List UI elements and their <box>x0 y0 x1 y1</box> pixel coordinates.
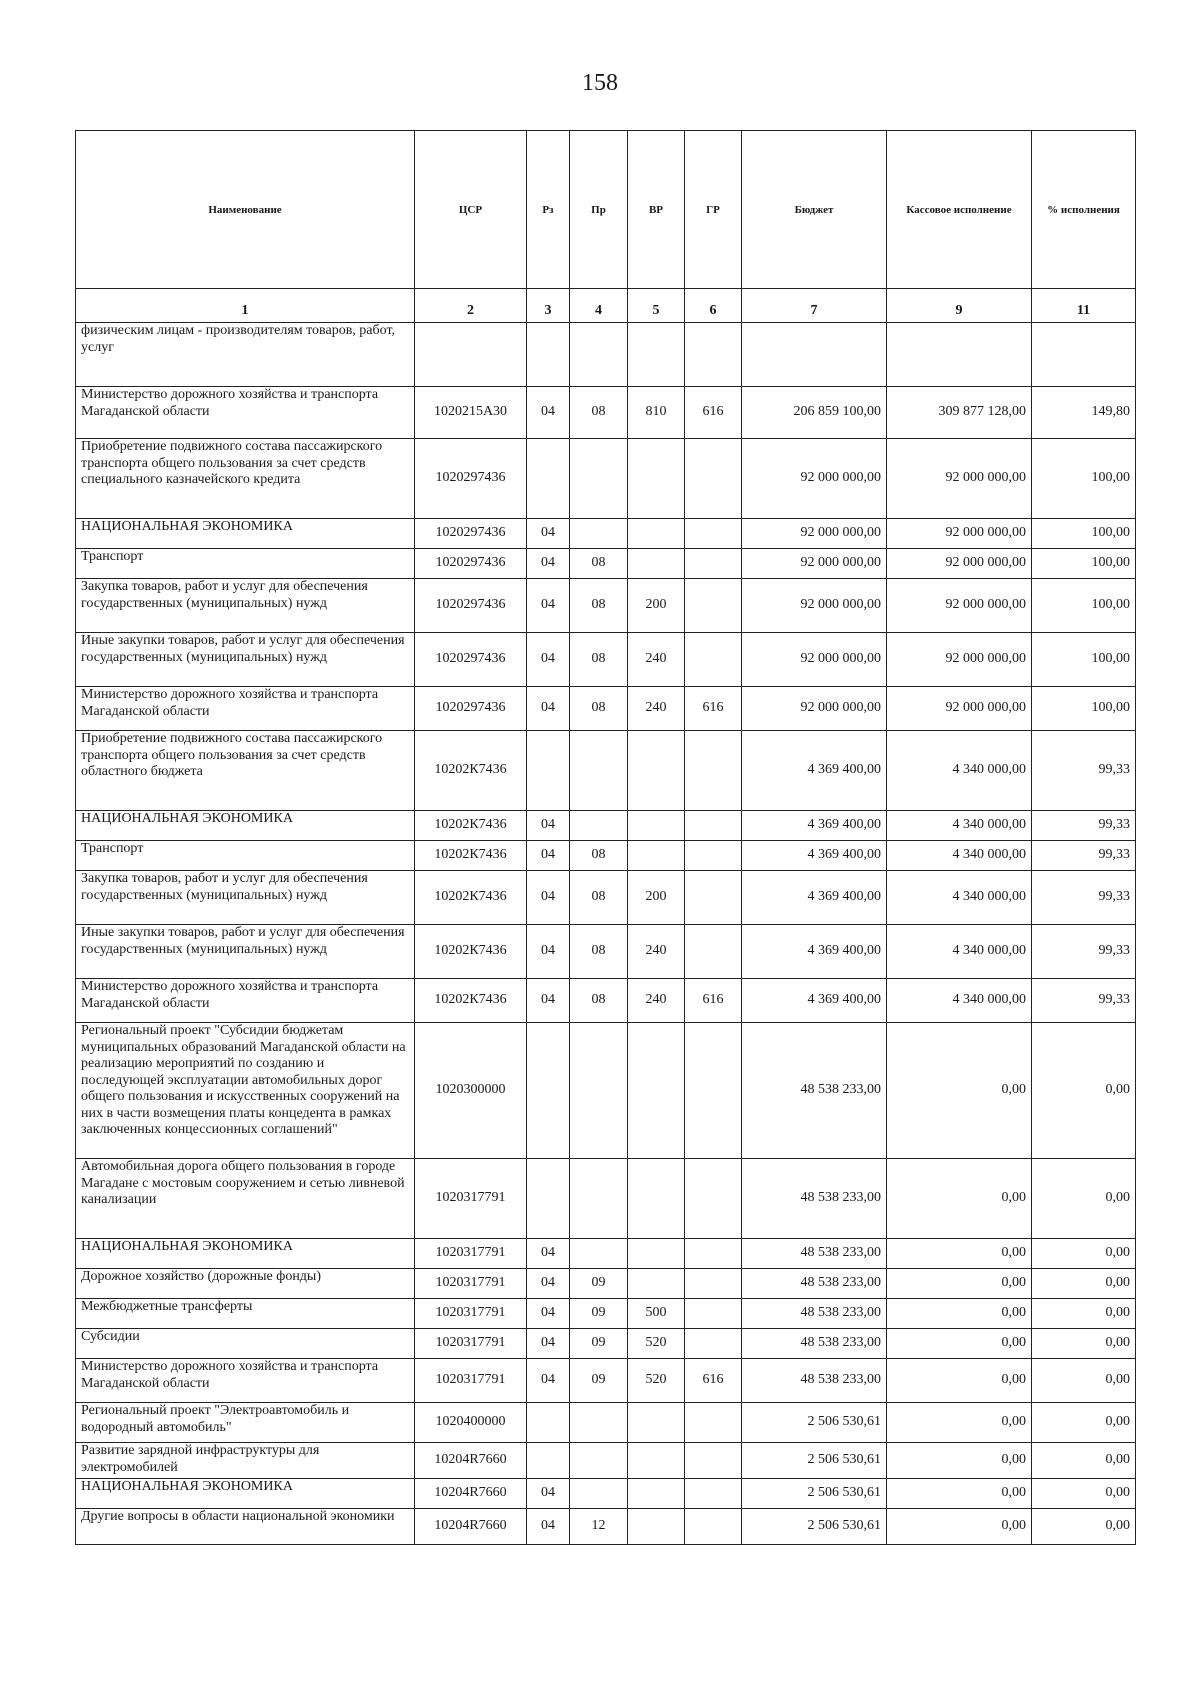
row-rz: 04 <box>527 1329 570 1359</box>
row-rz: 04 <box>527 1479 570 1509</box>
row-csr: 10202К7436 <box>415 811 527 841</box>
row-name: Транспорт <box>76 841 415 871</box>
row-rz: 04 <box>527 549 570 579</box>
row-pr <box>570 1239 628 1269</box>
row-gr <box>685 633 742 687</box>
row-cash-execution: 92 000 000,00 <box>887 579 1032 633</box>
row-cash-execution: 4 340 000,00 <box>887 871 1032 925</box>
row-pr: 08 <box>570 579 628 633</box>
row-pr: 08 <box>570 925 628 979</box>
row-vr <box>628 1269 685 1299</box>
row-vr <box>628 811 685 841</box>
row-cash-execution: 4 340 000,00 <box>887 811 1032 841</box>
row-vr <box>628 549 685 579</box>
row-budget: 48 538 233,00 <box>742 1269 887 1299</box>
row-csr: 1020317791 <box>415 1299 527 1329</box>
row-csr: 1020317791 <box>415 1269 527 1299</box>
row-name: Другие вопросы в области национальной экономики <box>76 1509 415 1545</box>
row-rz: 04 <box>527 579 570 633</box>
row-csr: 1020317791 <box>415 1239 527 1269</box>
row-rz: 04 <box>527 519 570 549</box>
row-budget: 92 000 000,00 <box>742 579 887 633</box>
column-number: 6 <box>685 289 742 323</box>
row-execution-percent: 0,00 <box>1032 1359 1136 1403</box>
table-row <box>76 579 1136 633</box>
row-pr: 08 <box>570 687 628 731</box>
row-vr: 200 <box>628 579 685 633</box>
row-gr <box>685 579 742 633</box>
row-rz: 04 <box>527 633 570 687</box>
row-name: Региональный проект "Электроавтомобиль и водородный автомобиль" <box>76 1403 415 1443</box>
row-rz: 04 <box>527 387 570 439</box>
row-pr <box>570 1479 628 1509</box>
table-row <box>76 1329 1136 1359</box>
row-name: НАЦИОНАЛЬНАЯ ЭКОНОМИКА <box>76 519 415 549</box>
row-execution-percent: 0,00 <box>1032 1269 1136 1299</box>
row-budget: 206 859 100,00 <box>742 387 887 439</box>
row-execution-percent <box>1032 323 1136 387</box>
budget-table <box>75 130 1136 1545</box>
row-vr <box>628 519 685 549</box>
row-execution-percent: 100,00 <box>1032 519 1136 549</box>
header-csr: ЦСР <box>415 131 527 289</box>
row-cash-execution: 0,00 <box>887 1023 1032 1159</box>
row-csr: 1020317791 <box>415 1159 527 1239</box>
row-gr <box>685 1269 742 1299</box>
table-row <box>76 633 1136 687</box>
row-pr: 08 <box>570 871 628 925</box>
table-row <box>76 1403 1136 1443</box>
row-name: Министерство дорожного хозяйства и транспорта Магаданской области <box>76 979 415 1023</box>
row-budget: 2 506 530,61 <box>742 1479 887 1509</box>
row-budget: 4 369 400,00 <box>742 731 887 811</box>
row-csr: 1020297436 <box>415 439 527 519</box>
row-pr: 08 <box>570 979 628 1023</box>
row-csr: 1020297436 <box>415 633 527 687</box>
row-gr <box>685 1479 742 1509</box>
table-row <box>76 731 1136 811</box>
row-rz <box>527 731 570 811</box>
row-rz: 04 <box>527 925 570 979</box>
row-name: Субсидии <box>76 1329 415 1359</box>
table-row <box>76 1509 1136 1545</box>
row-csr: 10204R7660 <box>415 1443 527 1479</box>
row-pr <box>570 731 628 811</box>
row-execution-percent: 99,33 <box>1032 841 1136 871</box>
header-execution-percent: % исполнения <box>1032 131 1136 289</box>
row-budget: 2 506 530,61 <box>742 1509 887 1545</box>
header-name: Наименование <box>76 131 415 289</box>
row-rz: 04 <box>527 871 570 925</box>
table-row <box>76 1479 1136 1509</box>
row-budget: 92 000 000,00 <box>742 549 887 579</box>
row-cash-execution <box>887 323 1032 387</box>
row-cash-execution: 0,00 <box>887 1403 1032 1443</box>
row-vr <box>628 1403 685 1443</box>
row-cash-execution: 4 340 000,00 <box>887 925 1032 979</box>
row-gr <box>685 871 742 925</box>
row-csr: 1020317791 <box>415 1359 527 1403</box>
row-gr: 616 <box>685 687 742 731</box>
header-pr: Пр <box>570 131 628 289</box>
table-row <box>76 323 1136 387</box>
row-vr: 500 <box>628 1299 685 1329</box>
row-name: Министерство дорожного хозяйства и транспорта Магаданской области <box>76 687 415 731</box>
row-csr: 1020300000 <box>415 1023 527 1159</box>
column-number: 1 <box>76 289 415 323</box>
column-number: 3 <box>527 289 570 323</box>
table-row <box>76 387 1136 439</box>
row-csr: 1020400000 <box>415 1403 527 1443</box>
row-execution-percent: 0,00 <box>1032 1239 1136 1269</box>
table-row <box>76 1269 1136 1299</box>
table-row <box>76 687 1136 731</box>
row-gr <box>685 1403 742 1443</box>
row-budget: 92 000 000,00 <box>742 633 887 687</box>
row-name: НАЦИОНАЛЬНАЯ ЭКОНОМИКА <box>76 1479 415 1509</box>
row-rz: 04 <box>527 1269 570 1299</box>
row-budget: 48 538 233,00 <box>742 1329 887 1359</box>
row-csr: 10202К7436 <box>415 731 527 811</box>
row-gr <box>685 1159 742 1239</box>
row-name: Закупка товаров, работ и услуг для обеспечения государственных (муниципальных) нужд <box>76 871 415 925</box>
row-gr <box>685 323 742 387</box>
row-cash-execution: 4 340 000,00 <box>887 841 1032 871</box>
row-name: физическим лицам - производителям товаров, работ, услуг <box>76 323 415 387</box>
row-name: Межбюджетные трансферты <box>76 1299 415 1329</box>
row-pr <box>570 1023 628 1159</box>
row-cash-execution: 0,00 <box>887 1239 1032 1269</box>
row-execution-percent: 0,00 <box>1032 1509 1136 1545</box>
table-row <box>76 519 1136 549</box>
table-row <box>76 811 1136 841</box>
table-row <box>76 439 1136 519</box>
row-name: Региональный проект "Субсидии бюджетам муниципальных образований Магаданской области на реализацию мероприятий по созданию и последующей эксплуатации автомобильных дорог общего пользования и искусственных сооружений на них в части возмещения платы концедента в рамках заключенных концессионных соглашений" <box>76 1023 415 1159</box>
row-cash-execution: 0,00 <box>887 1329 1032 1359</box>
row-rz: 04 <box>527 1509 570 1545</box>
header-row <box>76 131 1136 289</box>
row-gr <box>685 1443 742 1479</box>
row-vr <box>628 1509 685 1545</box>
row-execution-percent: 100,00 <box>1032 579 1136 633</box>
row-cash-execution: 4 340 000,00 <box>887 979 1032 1023</box>
row-cash-execution: 0,00 <box>887 1443 1032 1479</box>
row-csr: 1020317791 <box>415 1329 527 1359</box>
row-cash-execution: 4 340 000,00 <box>887 731 1032 811</box>
row-rz: 04 <box>527 979 570 1023</box>
row-vr: 240 <box>628 979 685 1023</box>
row-gr: 616 <box>685 1359 742 1403</box>
row-cash-execution: 92 000 000,00 <box>887 633 1032 687</box>
row-name: НАЦИОНАЛЬНАЯ ЭКОНОМИКА <box>76 811 415 841</box>
row-vr: 240 <box>628 633 685 687</box>
row-cash-execution: 0,00 <box>887 1509 1032 1545</box>
row-name: НАЦИОНАЛЬНАЯ ЭКОНОМИКА <box>76 1239 415 1269</box>
row-pr <box>570 811 628 841</box>
row-vr: 810 <box>628 387 685 439</box>
header-gr: ГР <box>685 131 742 289</box>
row-gr <box>685 1509 742 1545</box>
row-pr: 09 <box>570 1269 628 1299</box>
row-pr: 09 <box>570 1299 628 1329</box>
row-csr: 10202К7436 <box>415 979 527 1023</box>
row-vr: 240 <box>628 925 685 979</box>
row-vr: 520 <box>628 1329 685 1359</box>
row-rz <box>527 1023 570 1159</box>
row-execution-percent: 0,00 <box>1032 1403 1136 1443</box>
row-csr: 10202К7436 <box>415 925 527 979</box>
row-csr: 1020297436 <box>415 549 527 579</box>
table-row <box>76 1239 1136 1269</box>
row-vr <box>628 1159 685 1239</box>
row-cash-execution: 309 877 128,00 <box>887 387 1032 439</box>
row-budget: 2 506 530,61 <box>742 1403 887 1443</box>
row-rz: 04 <box>527 1359 570 1403</box>
row-rz <box>527 1443 570 1479</box>
row-pr: 08 <box>570 841 628 871</box>
row-pr <box>570 1159 628 1239</box>
row-execution-percent: 99,33 <box>1032 979 1136 1023</box>
row-pr: 08 <box>570 387 628 439</box>
row-name: Развитие зарядной инфраструктуры для электромобилей <box>76 1443 415 1479</box>
row-execution-percent: 100,00 <box>1032 439 1136 519</box>
row-pr <box>570 519 628 549</box>
row-budget: 4 369 400,00 <box>742 979 887 1023</box>
row-gr <box>685 1299 742 1329</box>
row-cash-execution: 0,00 <box>887 1299 1032 1329</box>
row-rz: 04 <box>527 841 570 871</box>
row-name: Автомобильная дорога общего пользования в городе Магадане с мостовым сооружением и сетью ливневой канализации <box>76 1159 415 1239</box>
row-execution-percent: 99,33 <box>1032 925 1136 979</box>
row-rz: 04 <box>527 1239 570 1269</box>
row-pr: 08 <box>570 633 628 687</box>
page-number: 158 <box>582 70 618 96</box>
column-number-row <box>76 289 1136 323</box>
row-pr: 12 <box>570 1509 628 1545</box>
row-budget <box>742 323 887 387</box>
table-row <box>76 1159 1136 1239</box>
row-vr <box>628 323 685 387</box>
row-name: Приобретение подвижного состава пассажирского транспорта общего пользования за счет средств специального казначейского кредита <box>76 439 415 519</box>
row-cash-execution: 92 000 000,00 <box>887 549 1032 579</box>
row-csr: 10204R7660 <box>415 1479 527 1509</box>
row-execution-percent: 0,00 <box>1032 1329 1136 1359</box>
row-execution-percent: 100,00 <box>1032 633 1136 687</box>
header-budget: Бюджет <box>742 131 887 289</box>
row-pr <box>570 1403 628 1443</box>
row-name: Иные закупки товаров, работ и услуг для обеспечения государственных (муниципальных) нужд <box>76 633 415 687</box>
row-cash-execution: 0,00 <box>887 1359 1032 1403</box>
header-vr: ВР <box>628 131 685 289</box>
row-vr <box>628 1479 685 1509</box>
table-row <box>76 549 1136 579</box>
row-rz <box>527 1403 570 1443</box>
row-csr: 1020297436 <box>415 519 527 549</box>
header-rz: Рз <box>527 131 570 289</box>
row-budget: 48 538 233,00 <box>742 1023 887 1159</box>
table-row <box>76 1299 1136 1329</box>
row-gr <box>685 519 742 549</box>
header-cash-execution: Кассовое исполнение <box>887 131 1032 289</box>
row-rz: 04 <box>527 687 570 731</box>
row-gr <box>685 731 742 811</box>
row-pr: 08 <box>570 549 628 579</box>
row-name: Иные закупки товаров, работ и услуг для обеспечения государственных (муниципальных) нужд <box>76 925 415 979</box>
row-gr <box>685 439 742 519</box>
row-budget: 48 538 233,00 <box>742 1239 887 1269</box>
row-budget: 48 538 233,00 <box>742 1299 887 1329</box>
row-name: Дорожное хозяйство (дорожные фонды) <box>76 1269 415 1299</box>
row-rz <box>527 323 570 387</box>
row-gr <box>685 1239 742 1269</box>
row-vr <box>628 841 685 871</box>
table-row <box>76 1443 1136 1479</box>
row-rz: 04 <box>527 1299 570 1329</box>
row-budget: 4 369 400,00 <box>742 925 887 979</box>
table-row <box>76 871 1136 925</box>
row-csr <box>415 323 527 387</box>
row-cash-execution: 92 000 000,00 <box>887 519 1032 549</box>
row-name: Закупка товаров, работ и услуг для обеспечения государственных (муниципальных) нужд <box>76 579 415 633</box>
row-pr <box>570 1443 628 1479</box>
row-csr: 1020215А30 <box>415 387 527 439</box>
row-cash-execution: 92 000 000,00 <box>887 439 1032 519</box>
row-vr <box>628 439 685 519</box>
row-pr <box>570 323 628 387</box>
row-gr <box>685 1023 742 1159</box>
row-execution-percent: 99,33 <box>1032 731 1136 811</box>
row-budget: 48 538 233,00 <box>742 1159 887 1239</box>
table-row <box>76 1359 1136 1403</box>
row-execution-percent: 149,80 <box>1032 387 1136 439</box>
row-cash-execution: 0,00 <box>887 1479 1032 1509</box>
row-execution-percent: 0,00 <box>1032 1443 1136 1479</box>
table-row <box>76 925 1136 979</box>
row-execution-percent: 100,00 <box>1032 687 1136 731</box>
column-number: 9 <box>887 289 1032 323</box>
row-vr <box>628 1443 685 1479</box>
row-gr <box>685 1329 742 1359</box>
row-cash-execution: 92 000 000,00 <box>887 687 1032 731</box>
row-budget: 2 506 530,61 <box>742 1443 887 1479</box>
row-name: Транспорт <box>76 549 415 579</box>
row-pr: 09 <box>570 1329 628 1359</box>
row-name: Приобретение подвижного состава пассажирского транспорта общего пользования за счет средств областного бюджета <box>76 731 415 811</box>
row-vr: 240 <box>628 687 685 731</box>
row-budget: 48 538 233,00 <box>742 1359 887 1403</box>
table-row <box>76 841 1136 871</box>
column-number: 11 <box>1032 289 1136 323</box>
row-execution-percent: 99,33 <box>1032 811 1136 841</box>
row-csr: 10204R7660 <box>415 1509 527 1545</box>
row-name: Министерство дорожного хозяйства и транспорта Магаданской области <box>76 1359 415 1403</box>
row-csr: 10202К7436 <box>415 841 527 871</box>
column-number: 2 <box>415 289 527 323</box>
row-vr: 520 <box>628 1359 685 1403</box>
row-gr <box>685 549 742 579</box>
row-gr: 616 <box>685 979 742 1023</box>
row-budget: 4 369 400,00 <box>742 811 887 841</box>
row-gr <box>685 811 742 841</box>
row-budget: 92 000 000,00 <box>742 519 887 549</box>
row-execution-percent: 0,00 <box>1032 1023 1136 1159</box>
row-rz <box>527 439 570 519</box>
row-gr <box>685 841 742 871</box>
row-budget: 92 000 000,00 <box>742 439 887 519</box>
row-execution-percent: 100,00 <box>1032 549 1136 579</box>
row-csr: 1020297436 <box>415 687 527 731</box>
row-vr <box>628 1023 685 1159</box>
table-row <box>76 1023 1136 1159</box>
row-vr <box>628 731 685 811</box>
column-number: 7 <box>742 289 887 323</box>
row-vr: 200 <box>628 871 685 925</box>
table-row <box>76 979 1136 1023</box>
column-number: 4 <box>570 289 628 323</box>
row-execution-percent: 0,00 <box>1032 1159 1136 1239</box>
row-name: Министерство дорожного хозяйства и транспорта Магаданской области <box>76 387 415 439</box>
row-vr <box>628 1239 685 1269</box>
row-gr <box>685 925 742 979</box>
row-execution-percent: 0,00 <box>1032 1299 1136 1329</box>
row-execution-percent: 99,33 <box>1032 871 1136 925</box>
row-cash-execution: 0,00 <box>887 1269 1032 1299</box>
row-cash-execution: 0,00 <box>887 1159 1032 1239</box>
row-pr: 09 <box>570 1359 628 1403</box>
row-pr <box>570 439 628 519</box>
row-csr: 1020297436 <box>415 579 527 633</box>
row-rz: 04 <box>527 811 570 841</box>
row-execution-percent: 0,00 <box>1032 1479 1136 1509</box>
row-rz <box>527 1159 570 1239</box>
row-budget: 4 369 400,00 <box>742 841 887 871</box>
column-number: 5 <box>628 289 685 323</box>
row-csr: 10202К7436 <box>415 871 527 925</box>
row-budget: 4 369 400,00 <box>742 871 887 925</box>
row-budget: 92 000 000,00 <box>742 687 887 731</box>
row-gr: 616 <box>685 387 742 439</box>
